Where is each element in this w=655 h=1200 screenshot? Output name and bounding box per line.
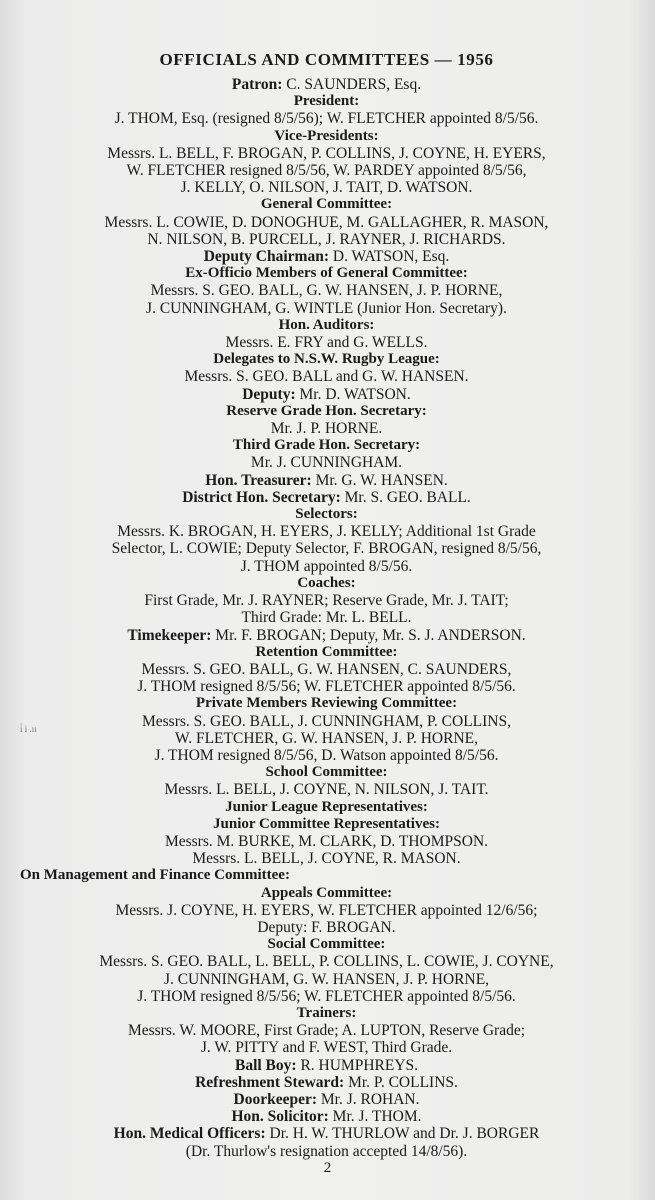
entry-value: Mr. P. COLLINS.	[344, 1073, 458, 1091]
labeled-entry	[20, 472, 633, 489]
entry-value: Dr. H. W. THURLOW and Dr. J. BORGER	[265, 1125, 540, 1143]
entry-line: Messrs. S. GEO. BALL, L. BELL, P. COLLINS, L. COWIE, J. COYNE,	[99, 953, 554, 971]
section-heading: Hon. Auditors:	[278, 316, 375, 333]
section-heading: Third Grade Hon. Secretary:	[232, 437, 421, 454]
entry-value: Mr. F. BROGAN; Deputy, Mr. S. J. ANDERSON.	[211, 626, 526, 644]
section-heading: Delegates to N.S.W. Rugby League:	[213, 351, 440, 368]
entry-line: Mr. J. P. HORNE.	[270, 420, 383, 438]
entry-line: J. THOM, Esq. (resigned 8/5/56); W. FLETCHER appointed 8/5/56.	[114, 110, 539, 128]
document-body	[20, 50, 633, 1160]
section-heading: Ex-Officio Members of General Committee:	[185, 265, 468, 282]
entry-label: Hon. Treasurer:	[205, 471, 312, 489]
entry-label: Hon. Medical Officers:	[113, 1125, 266, 1143]
section-heading: Retention Committee:	[255, 643, 398, 660]
entry-label: Deputy Chairman:	[203, 248, 329, 266]
entry-label: District Hon. Secretary:	[182, 488, 341, 506]
section-heading: Vice-Presidents:	[274, 127, 379, 144]
entry-label: Deputy:	[242, 385, 296, 403]
entry-line: Deputy: F. BROGAN.	[257, 918, 396, 936]
entry-line: J. THOM resigned 8/5/56; W. FLETCHER appointed 8/5/56.	[137, 987, 516, 1005]
page-title: OFFICIALS AND COMMITTEES — 1956	[159, 50, 494, 69]
entry-line: Mr. J. CUNNINGHAM.	[250, 454, 403, 472]
entry-line: Messrs. S. GEO. BALL, J. CUNNINGHAM, P. COLLINS,	[141, 712, 511, 730]
entry-line: Messrs. E. FRY and G. WELLS.	[225, 334, 428, 352]
entry-line: J. THOM resigned 8/5/56; W. FLETCHER appointed 8/5/56.	[137, 678, 516, 696]
entry-line: J. THOM appointed 8/5/56.	[240, 557, 413, 575]
entry-value: Mr. J. THOM.	[328, 1108, 422, 1126]
entry-line: (Dr. Thurlow's resignation accepted 14/8/56).	[185, 1142, 468, 1160]
section-heading: School Committee:	[265, 764, 388, 781]
entry-line: N. NILSON, B. PURCELL, J. RAYNER, J. RICHARDS.	[147, 230, 506, 248]
entry-line: Messrs. L. BELL, F. BROGAN, P. COLLINS, J. COYNE, H. EYERS,	[107, 144, 546, 162]
entry-line: W. FLETCHER, G. W. HANSEN, J. P. HORNE,	[175, 729, 478, 747]
section-heading: Selectors:	[295, 506, 358, 523]
labeled-entry	[20, 1125, 633, 1142]
entry-label: Hon. Solicitor:	[231, 1108, 329, 1126]
entry-line: Third Grade: Mr. L. BELL.	[241, 609, 412, 627]
entry-label: Timekeeper:	[127, 626, 212, 644]
labeled-entry	[20, 1074, 633, 1091]
section-heading: Appeals Committee:	[260, 884, 393, 901]
entry-line: Selector, L. COWIE; Deputy Selector, F. BROGAN, resigned 8/5/56,	[111, 540, 542, 558]
section-heading: General Committee:	[260, 196, 393, 213]
entry-line: Messrs. J. COYNE, H. EYERS, W. FLETCHER appointed 12/6/56;	[115, 901, 538, 919]
entry-line: J. CUNNINGHAM, G. WINTLE (Junior Hon. Secretary).	[146, 299, 507, 317]
entry-line: J. W. PITTY and F. WEST, Third Grade.	[200, 1039, 453, 1057]
section-heading: Reserve Grade Hon. Secretary:	[226, 402, 427, 419]
entry-value: Mr. J. ROHAN.	[317, 1090, 420, 1108]
entry-line: Messrs. M. BURKE, M. CLARK, D. THOMPSON.	[164, 832, 489, 850]
entry-line: Messrs. S. GEO. BALL and G. W. HANSEN.	[184, 368, 469, 386]
entry-line: First Grade, Mr. J. RAYNER; Reserve Grade, Mr. J. TAIT;	[144, 592, 509, 610]
entry-value: Mr. S. GEO. BALL.	[340, 488, 471, 506]
labeled-entry	[20, 76, 633, 93]
entry-line: J. CUNNINGHAM, G. W. HANSEN, J. P. HORNE,	[163, 970, 490, 988]
section-heading: President:	[293, 93, 360, 110]
entry-label: Refreshment Steward:	[195, 1073, 345, 1091]
entry-line: J. KELLY, O. NILSON, J. TAIT, D. WATSON.	[180, 179, 473, 197]
entry-value: D. WATSON, Esq.	[329, 248, 450, 266]
labeled-entry	[20, 386, 633, 403]
labeled-entry	[20, 1108, 633, 1125]
entry-value: R. HUMPHREYS.	[296, 1056, 419, 1074]
labeled-entry	[20, 248, 633, 265]
entry-line: J. THOM resigned 8/5/56, D. Watson appointed 8/5/56.	[154, 746, 499, 764]
entry-line: Messrs. L. COWIE, D. DONOGHUE, M. GALLAGHER, R. MASON,	[104, 213, 549, 231]
section-heading: Social Committee:	[267, 936, 386, 953]
entry-label: Patron:	[231, 76, 283, 93]
entry-label: Doorkeeper:	[233, 1090, 317, 1108]
section-heading: Trainers:	[296, 1004, 357, 1021]
officials-list	[20, 76, 633, 1160]
labeled-entry	[20, 1057, 633, 1074]
section-heading: Coaches:	[297, 574, 356, 591]
entry-value: Mr. G. W. HANSEN.	[311, 471, 448, 489]
entry-line: Messrs. S. GEO. BALL, G. W. HANSEN, C. SAUNDERS,	[141, 660, 512, 678]
entry-value: C. SAUNDERS, Esq.	[282, 76, 422, 93]
labeled-entry	[20, 627, 633, 644]
section-heading: On Management and Finance Committee:	[20, 867, 290, 884]
labeled-entry	[20, 1091, 633, 1108]
entry-line: Messrs. L. BELL, J. COYNE, R. MASON.	[192, 850, 461, 868]
section-heading: Private Members Reviewing Committee:	[195, 695, 458, 712]
entry-line: Messrs. W. MOORE, First Grade; A. LUPTON, Reserve Grade;	[127, 1022, 526, 1040]
entry-line: Messrs. S. GEO. BALL, G. W. HANSEN, J. P. HORNE,	[150, 282, 503, 300]
entry-value: Mr. D. WATSON.	[295, 385, 411, 403]
section-heading: Junior Committee Representatives:	[213, 815, 440, 832]
entry-line: Messrs. K. BROGAN, H. EYERS, J. KELLY; Additional 1st Grade	[117, 523, 536, 541]
entry-line: Messrs. L. BELL, J. COYNE, N. NILSON, J. TAIT.	[164, 781, 489, 799]
section-heading: Junior League Representatives:	[225, 798, 428, 815]
labeled-entry	[20, 489, 633, 506]
margin-mark: i̇ i .ıı	[20, 724, 37, 734]
page-number: 2	[323, 1160, 332, 1176]
entry-line: W. FLETCHER resigned 8/5/56, W. PARDEY appointed 8/5/56,	[126, 162, 527, 180]
entry-label: Ball Boy:	[234, 1056, 297, 1074]
